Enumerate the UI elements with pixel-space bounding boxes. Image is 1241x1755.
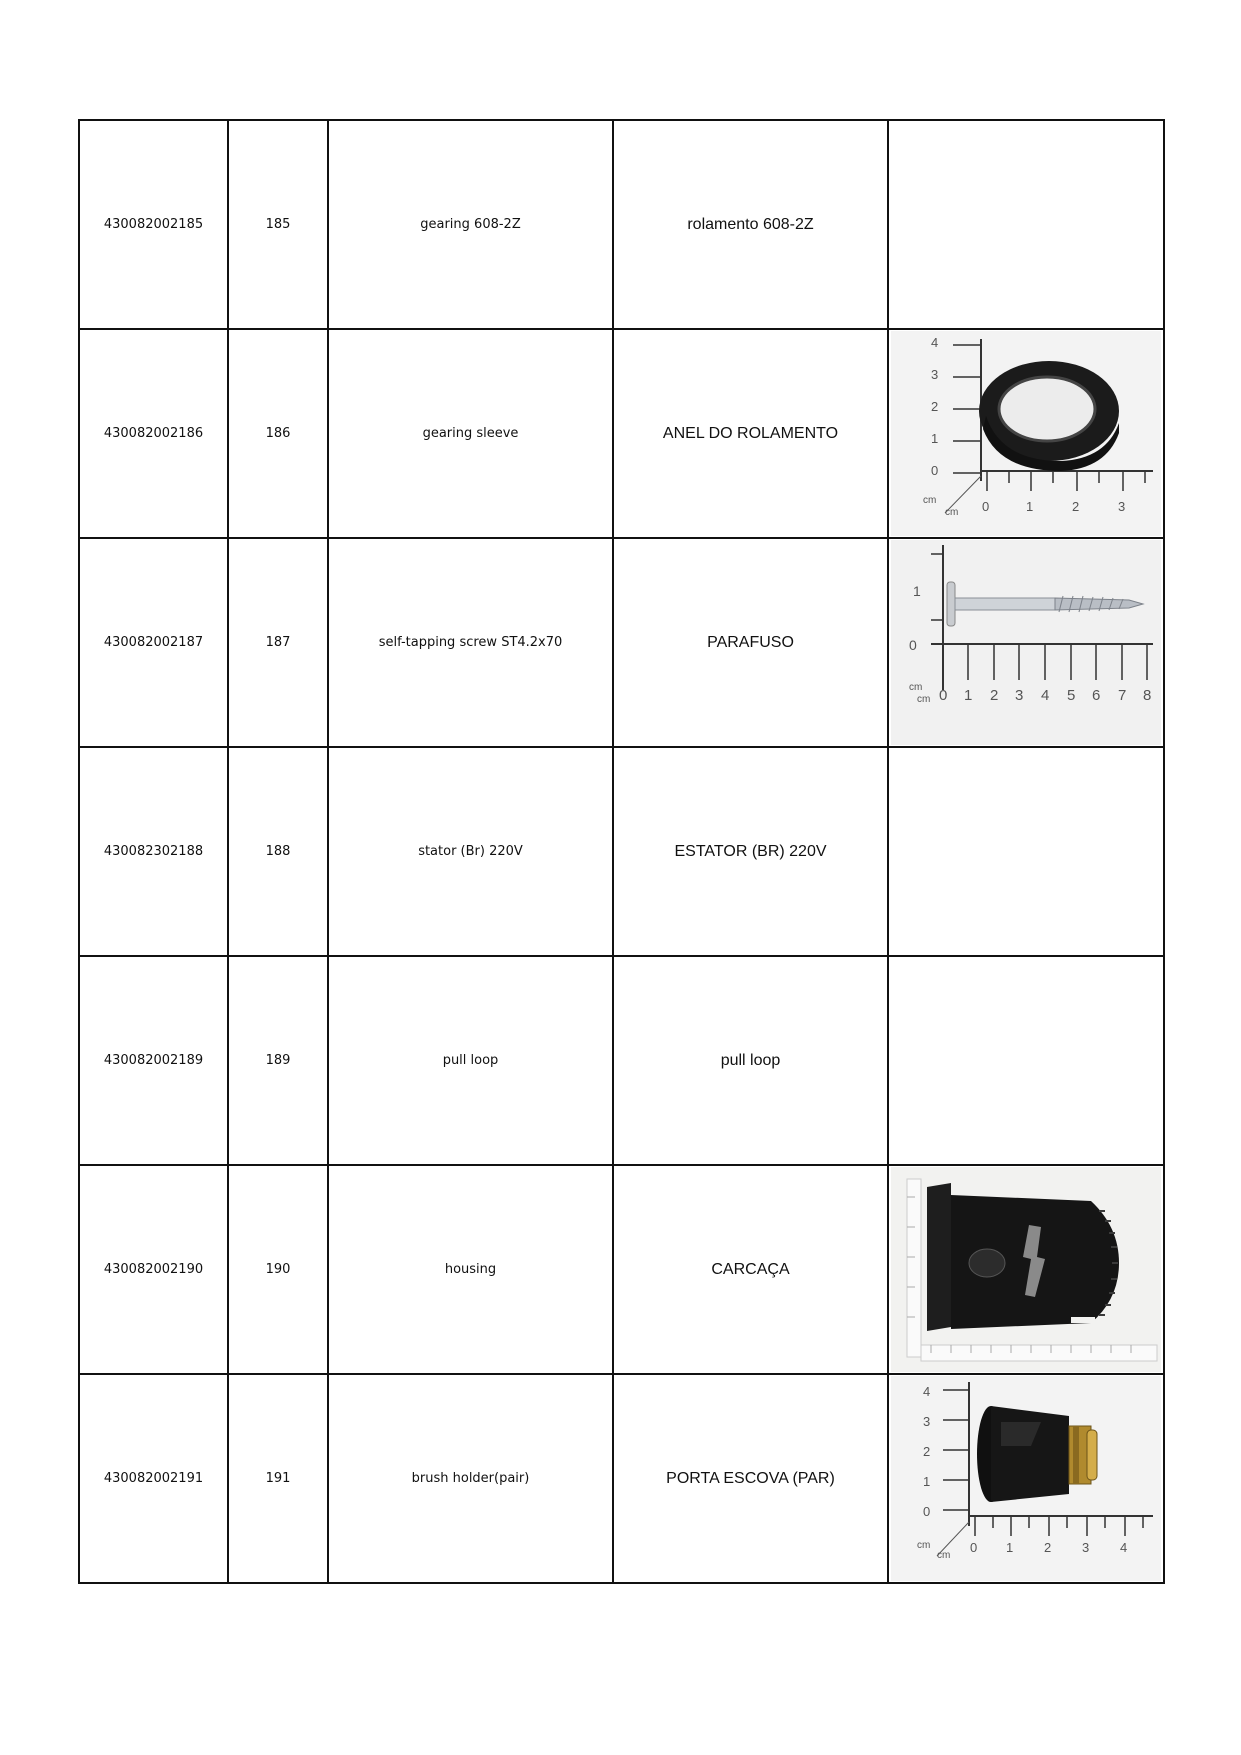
brush-holder-photo — [891, 1376, 1161, 1581]
tick-label: 1 — [1006, 1540, 1014, 1555]
description-en: housing — [328, 1165, 613, 1374]
part-code: 430082002186 — [79, 329, 228, 538]
tick-label: 3 — [923, 1414, 931, 1429]
housing-photo — [891, 1167, 1161, 1372]
description-pt: PARAFUSO — [613, 538, 888, 747]
description-en: gearing sleeve — [328, 329, 613, 538]
item-number: 190 — [228, 1165, 328, 1374]
description-en: gearing 608-2Z — [328, 120, 613, 329]
tick-label: 4 — [1041, 687, 1050, 704]
part-code: 430082002185 — [79, 120, 228, 329]
tick-label: 0 — [931, 463, 939, 478]
table-row — [79, 538, 1164, 747]
tick-label: 2 — [931, 399, 939, 414]
tick-label: 1 — [923, 1474, 931, 1489]
item-number: 191 — [228, 1374, 328, 1583]
tick-label: 4 — [1120, 1540, 1128, 1555]
table-row — [79, 747, 1164, 956]
gearing-sleeve-photo — [891, 331, 1161, 536]
tick-label: 7 — [1118, 687, 1127, 704]
tick-label: 5 — [1067, 687, 1076, 704]
photo-cell-empty — [888, 956, 1164, 1165]
unit-label: cm — [909, 682, 923, 693]
table-row — [79, 1374, 1164, 1583]
description-pt: pull loop — [613, 956, 888, 1165]
tick-label: 0 — [970, 1540, 978, 1555]
tick-label: 6 — [1092, 687, 1101, 704]
part-code: 430082002190 — [79, 1165, 228, 1374]
tick-label: 2 — [923, 1444, 931, 1459]
item-number: 189 — [228, 956, 328, 1165]
tick-label: 3 — [1118, 499, 1126, 514]
tick-label: 3 — [1015, 687, 1024, 704]
table-row — [79, 956, 1164, 1165]
tick-label: 4 — [931, 335, 939, 350]
item-number: 185 — [228, 120, 328, 329]
photo-cell-empty — [888, 120, 1164, 329]
photo-cell — [888, 538, 1164, 747]
description-pt: PORTA ESCOVA (PAR) — [613, 1374, 888, 1583]
part-code: 430082002187 — [79, 538, 228, 747]
tick-label: 2 — [990, 687, 999, 704]
unit-label: cm — [945, 507, 959, 518]
description-en: self-tapping screw ST4.2x70 — [328, 538, 613, 747]
photo-cell — [888, 329, 1164, 538]
table-row — [79, 329, 1164, 538]
unit-label: cm — [917, 694, 931, 705]
item-number: 186 — [228, 329, 328, 538]
table-row — [79, 1165, 1164, 1374]
tick-label: 2 — [1072, 499, 1080, 514]
tick-label: 1 — [931, 431, 939, 446]
item-number: 188 — [228, 747, 328, 956]
tick-label: 3 — [1082, 1540, 1090, 1555]
part-code: 430082302188 — [79, 747, 228, 956]
tick-label: 4 — [923, 1384, 931, 1399]
description-en: stator (Br) 220V — [328, 747, 613, 956]
part-code: 430082002191 — [79, 1374, 228, 1583]
table-row — [79, 120, 1164, 329]
tick-label: 1 — [964, 687, 973, 704]
description-pt: ESTATOR (BR) 220V — [613, 747, 888, 956]
unit-label: cm — [917, 1540, 931, 1551]
description-pt: ANEL DO ROLAMENTO — [613, 329, 888, 538]
tick-label: 1 — [913, 583, 921, 599]
photo-cell — [888, 1165, 1164, 1374]
tick-label: 8 — [1143, 687, 1152, 704]
tick-label: 3 — [931, 367, 939, 382]
tick-label: 2 — [1044, 1540, 1052, 1555]
tick-label: 1 — [1026, 499, 1034, 514]
tick-label: 0 — [939, 687, 948, 704]
description-en: brush holder(pair) — [328, 1374, 613, 1583]
x-scale — [939, 687, 1151, 704]
unit-label: cm — [937, 1550, 951, 1561]
tick-label: 0 — [982, 499, 990, 514]
tick-label: 0 — [909, 637, 917, 653]
unit-label: cm — [923, 495, 937, 506]
description-pt: rolamento 608-2Z — [613, 120, 888, 329]
photo-cell — [888, 1374, 1164, 1583]
description-en: pull loop — [328, 956, 613, 1165]
description-pt: CARCAÇA — [613, 1165, 888, 1374]
screw-photo — [891, 540, 1161, 745]
item-number: 187 — [228, 538, 328, 747]
part-code: 430082002189 — [79, 956, 228, 1165]
photo-cell-empty — [888, 747, 1164, 956]
tick-label: 0 — [923, 1504, 931, 1519]
parts-table — [78, 119, 1165, 1584]
